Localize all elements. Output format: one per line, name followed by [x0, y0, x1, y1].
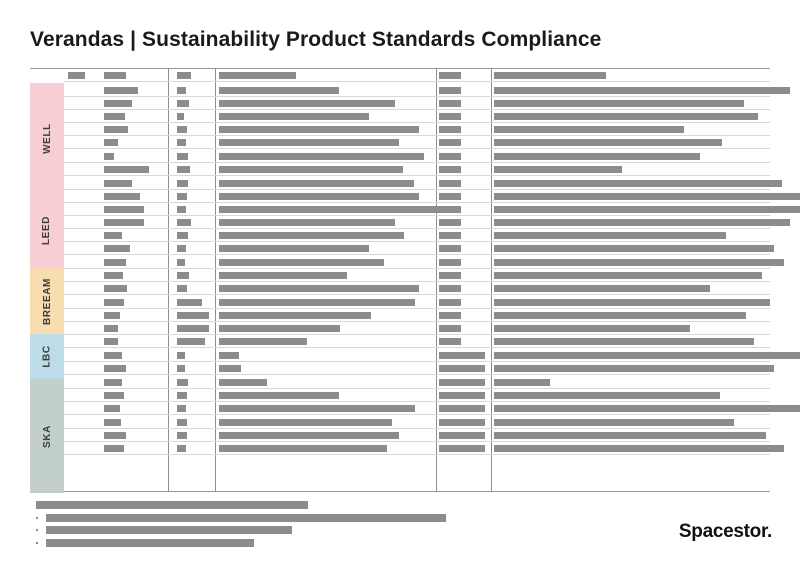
matrix-bar [219, 392, 339, 399]
matrix-bar [494, 153, 700, 160]
matrix-bar [177, 392, 187, 399]
matrix-bar [494, 445, 784, 452]
matrix-bar [494, 365, 774, 372]
matrix-bar [104, 180, 132, 187]
matrix-bar [104, 126, 128, 133]
matrix-bar [219, 312, 371, 319]
matrix-bar [439, 445, 485, 452]
matrix-bar [177, 232, 188, 239]
row-separator [64, 162, 770, 163]
footer-bullet [36, 542, 38, 544]
matrix-bar [177, 126, 187, 133]
matrix-bar [494, 405, 800, 412]
group-label-text: BREEAM [41, 277, 53, 325]
matrix-bar [219, 352, 239, 359]
matrix-bar [177, 219, 191, 226]
matrix-bar [177, 432, 187, 439]
matrix-bar [177, 193, 187, 200]
matrix-bar [494, 126, 684, 133]
matrix-bar [104, 166, 149, 173]
compliance-matrix [30, 68, 770, 492]
matrix-bar [494, 259, 784, 266]
matrix-bar [219, 272, 347, 279]
matrix-bar [439, 180, 461, 187]
matrix-bar [219, 285, 419, 292]
matrix-bar [439, 113, 461, 120]
matrix-bar [219, 206, 439, 213]
group-label-lbc [30, 334, 64, 379]
matrix-bar [104, 312, 120, 319]
matrix-bar [439, 365, 485, 372]
matrix-bar [219, 299, 415, 306]
matrix-bar [494, 193, 800, 200]
matrix-bar [177, 166, 190, 173]
row-separator [64, 202, 770, 203]
matrix-bar [177, 285, 187, 292]
group-label-leed [30, 193, 64, 268]
matrix-bar [494, 379, 550, 386]
matrix-bar [439, 245, 461, 252]
row-separator [64, 454, 770, 455]
row-separator [64, 81, 770, 82]
matrix-bar [219, 365, 241, 372]
row-separator [64, 347, 770, 348]
group-label-ska [30, 379, 64, 493]
row-separator [64, 308, 770, 309]
group-label-column [30, 69, 64, 491]
matrix-bar [494, 312, 746, 319]
matrix-bar [104, 338, 118, 345]
row-separator [64, 254, 770, 255]
matrix-bar [219, 126, 419, 133]
matrix-bar [219, 72, 296, 79]
matrix-bar [177, 405, 186, 412]
matrix-bar [219, 153, 424, 160]
matrix-bar [104, 285, 127, 292]
matrix-bar [439, 405, 485, 412]
matrix-bar [439, 338, 461, 345]
matrix-bar [494, 113, 758, 120]
matrix-bar [439, 219, 461, 226]
row-separator [64, 401, 770, 402]
group-label-text: SKA [41, 424, 53, 448]
matrix-bar [177, 245, 186, 252]
matrix-bar [177, 419, 187, 426]
row-separator [64, 228, 770, 229]
matrix-bar [439, 153, 461, 160]
row-separator [64, 241, 770, 242]
row-separator [64, 414, 770, 415]
matrix-bar [104, 139, 118, 146]
matrix-bar [177, 153, 188, 160]
matrix-bar [177, 180, 188, 187]
matrix-bar [219, 232, 404, 239]
matrix-bar [439, 312, 461, 319]
matrix-bar [494, 180, 782, 187]
matrix-bar [104, 432, 126, 439]
row-separator [64, 388, 770, 389]
group-label-text: WELL [41, 122, 53, 154]
matrix-bar [104, 113, 125, 120]
matrix-bar [104, 259, 126, 266]
matrix-bar [439, 272, 461, 279]
matrix-bar [439, 285, 461, 292]
matrix-bar [177, 206, 186, 213]
row-separator [64, 294, 770, 295]
matrix-bar [104, 232, 122, 239]
matrix-bar [104, 445, 124, 452]
footer-bullet [36, 529, 38, 531]
group-label-text: LBC [41, 345, 53, 368]
matrix-bar [104, 72, 126, 79]
group-label-breeam [30, 268, 64, 334]
group-label-text: LEED [41, 215, 53, 246]
matrix-bar [104, 365, 126, 372]
matrix-bar [104, 325, 118, 332]
row-separator [64, 215, 770, 216]
matrix-bar [439, 392, 485, 399]
matrix-bar [219, 379, 267, 386]
matrix-bar [104, 100, 132, 107]
matrix-bar [104, 206, 144, 213]
matrix-bar [219, 325, 340, 332]
row-separator [64, 175, 770, 176]
matrix-bar [439, 325, 461, 332]
matrix-bar [104, 299, 124, 306]
matrix-bar [177, 259, 185, 266]
matrix-bar [219, 432, 399, 439]
matrix-bar [439, 432, 485, 439]
matrix-bar [494, 352, 800, 359]
footer-bar [46, 514, 446, 522]
matrix-bar [177, 272, 189, 279]
row-separator [64, 428, 770, 429]
matrix-bar [177, 87, 186, 94]
matrix-bar [177, 338, 205, 345]
row-separator [64, 321, 770, 322]
matrix-bar [439, 206, 461, 213]
matrix-bar [219, 338, 307, 345]
matrix-bar [68, 72, 85, 79]
matrix-bar [219, 193, 419, 200]
row-separator [64, 148, 770, 149]
matrix-bar [219, 405, 415, 412]
matrix-bar [219, 166, 403, 173]
matrix-bar [219, 100, 395, 107]
page-title: Verandas | Sustainability Product Standards Compliance [30, 28, 602, 51]
matrix-bar [494, 232, 726, 239]
row-separator [64, 268, 770, 269]
matrix-bar [177, 113, 184, 120]
matrix-bar [219, 113, 369, 120]
footer-bar [36, 501, 308, 509]
matrix-bar [439, 72, 461, 79]
matrix-bar [104, 153, 114, 160]
footer-summary-bars [30, 497, 770, 555]
matrix-bar [177, 379, 188, 386]
row-separator [64, 96, 770, 97]
row-separator [64, 334, 770, 335]
matrix-bar [439, 193, 461, 200]
matrix-bar [439, 87, 461, 94]
matrix-bar [494, 419, 734, 426]
matrix-bar [494, 139, 722, 146]
matrix-bar [494, 392, 720, 399]
row-separator [64, 374, 770, 375]
row-separator [64, 109, 770, 110]
matrix-bar [494, 219, 790, 226]
matrix-bar [439, 379, 485, 386]
matrix-bar [177, 139, 186, 146]
matrix-bar [494, 245, 774, 252]
matrix-bar [494, 72, 606, 79]
matrix-bar [104, 392, 124, 399]
group-label-well [30, 83, 64, 193]
matrix-bar [219, 180, 414, 187]
matrix-bar [439, 232, 461, 239]
matrix-bar [104, 87, 138, 94]
matrix-bar [104, 419, 121, 426]
matrix-bar [439, 352, 485, 359]
matrix-bar [439, 299, 461, 306]
matrix-bar [104, 193, 140, 200]
row-separator [64, 441, 770, 442]
matrix-bar [439, 419, 485, 426]
matrix-bar [219, 219, 395, 226]
matrix-bar [494, 87, 790, 94]
matrix-bar [439, 166, 461, 173]
matrix-bar [219, 87, 339, 94]
matrix-bar [177, 325, 209, 332]
matrix-bar [177, 352, 185, 359]
matrix-bar [494, 166, 622, 173]
matrix-bar [219, 419, 392, 426]
footer-bullet [36, 517, 38, 519]
row-separator [64, 189, 770, 190]
row-separator [64, 135, 770, 136]
matrix-bar [177, 365, 185, 372]
matrix-bar [104, 219, 144, 226]
matrix-bar [494, 432, 766, 439]
matrix-bar [439, 139, 461, 146]
matrix-bar [104, 272, 123, 279]
matrix-bar [219, 445, 387, 452]
matrix-bar [494, 285, 710, 292]
matrix-bar [177, 299, 202, 306]
matrix-bar [104, 245, 130, 252]
matrix-bar [494, 338, 754, 345]
matrix-bar [104, 379, 122, 386]
matrix-bar [219, 139, 399, 146]
matrix-bar [177, 100, 189, 107]
matrix-bar [494, 272, 762, 279]
matrix-bar [439, 259, 461, 266]
footer-bar [46, 539, 254, 547]
matrix-bar [494, 206, 800, 213]
matrix-bar [177, 312, 209, 319]
footer-bar [46, 526, 292, 534]
matrix-bar [439, 126, 461, 133]
brand-logo: Spacestor. [678, 521, 772, 542]
matrix-bar [494, 299, 770, 306]
matrix-bar [494, 325, 690, 332]
matrix-bar [104, 352, 122, 359]
matrix-bar [219, 245, 369, 252]
row-separator [64, 281, 770, 282]
matrix-bar [494, 100, 744, 107]
row-separator [64, 122, 770, 123]
row-separator [64, 361, 770, 362]
matrix-bar [104, 405, 120, 412]
matrix-bar [439, 100, 461, 107]
matrix-bar [177, 445, 186, 452]
matrix-bar [177, 72, 191, 79]
matrix-bar [219, 259, 384, 266]
